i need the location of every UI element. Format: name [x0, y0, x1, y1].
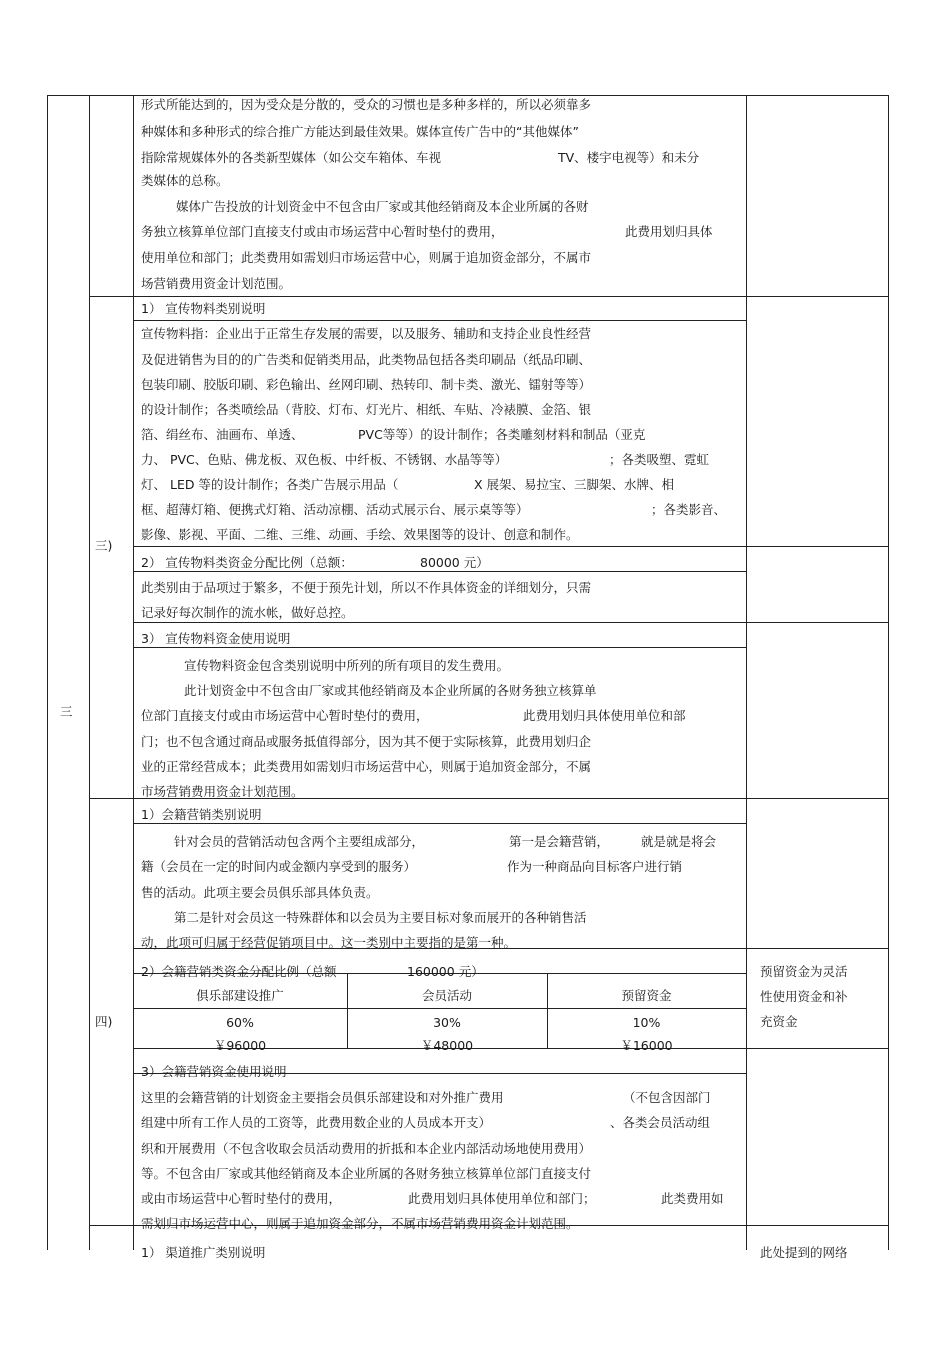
text-line: 位部门直接支付或由市场运营中心暂时垫付的费用，: [141, 708, 429, 723]
text-line: 或由市场运营中心暂时垫付的费用，: [141, 1191, 342, 1206]
text-line: 形式所能达到的，因为受众是分散的，受众的习惯也是多种多样的，所以必须靠多: [141, 97, 592, 112]
note-line: 充资金: [760, 1014, 798, 1029]
note-line: 预留资金为灵活: [760, 964, 848, 979]
text-line: 织和开展费用（不包含收取会员活动费用的折抵和本企业内部活动场地使用费用）: [141, 1141, 592, 1156]
alloc-header: 会员活动: [421, 988, 472, 1003]
text-line: 这里的会籍营销的计划资金主要指会员俱乐部建设和对外推广费用: [141, 1090, 504, 1105]
text-line: 力、 PVC、色贴、佛龙板、双色板、中纤板、不锈钢、水晶等等）: [141, 452, 508, 467]
text-line: 箔、绢丝布、油画布、单透、: [141, 427, 304, 442]
text-line: 业的正常经营成本；此类费用如需划归市场运营中心，则属于追加资金部分，不属: [141, 759, 592, 774]
section-number: 三: [60, 704, 73, 719]
materials-ratio-total: 80000 元）: [420, 555, 489, 570]
alloc-percent: 30%: [433, 1015, 461, 1030]
text-line: 动，此项可归属于经营促销项目中。这一类别中主要指的是第一种。: [141, 935, 517, 950]
text-line: 等。不包含由厂家或其他经销商及本企业所属的各财务独立核算单位部门直接支付: [141, 1166, 592, 1181]
text-line: 场营销费用资金计划范围。: [141, 276, 292, 291]
channel-type-header: 1） 渠道推广类别说明: [141, 1245, 266, 1260]
text-line: 包装印刷、胶版印刷、彩色输出、丝网印刷、热转印、制卡类、激光、镭射等等）: [141, 377, 592, 392]
text-line: 种媒体和多种形式的综合推广方能达到最佳效果。媒体宣传广告中的“其他媒体”: [141, 124, 579, 139]
text-line: 此类别由于品项过于繁多，不便于预先计划，所以不作具体资金的详细划分，只需: [141, 580, 592, 595]
alloc-col-divider: [347, 973, 348, 1048]
text-line: 此计划资金中不包含由厂家或其他经销商及本企业所属的各财务独立核算单: [184, 683, 597, 698]
alloc-percent: 10%: [632, 1015, 661, 1030]
table-col-divider: [89, 95, 90, 1250]
text-line: 此类费用如: [661, 1191, 724, 1206]
text-line: 的设计制作；各类喷绘品（背胶、灯布、灯光片、相纸、车贴、冷裱膜、金箔、银: [141, 402, 592, 417]
materials-type-header: 1） 宣传物料类别说明: [141, 301, 266, 316]
text-line: PVC等等）的设计制作；各类雕刻材料和制品（亚克: [358, 427, 646, 442]
alloc-header: 俱乐部建设推广: [196, 988, 284, 1003]
subsection-label: 三): [95, 538, 113, 553]
membership-type-header: 1）会籍营销类别说明: [141, 807, 262, 822]
text-line: 宣传物料指：企业出于正常生存发展的需要，以及服务、辅助和支持企业良性经营: [141, 326, 592, 341]
text-line: 售的活动。此项主要会员俱乐部具体负责。: [141, 885, 379, 900]
membership-ratio-header: 2）会籍营销类资金分配比例（总额: [141, 964, 337, 979]
text-line: 此费用划归具体使用单位和部门；: [408, 1191, 596, 1206]
row-divider: [133, 1008, 746, 1009]
text-line: 使用单位和部门；此类费用如需划归市场运营中心，则属于追加资金部分，不属市: [141, 250, 592, 265]
text-line: 宣传物料资金包含类别说明中所列的所有项目的发生费用。: [184, 658, 510, 673]
row-divider: [133, 823, 746, 824]
materials-ratio-header: 2） 宣传物料类资金分配比例（总额：: [141, 555, 353, 570]
text-line: 此费用划归具体使用单位和部: [523, 708, 686, 723]
table-border-right: [888, 95, 889, 1250]
text-line: 类媒体的总称。: [141, 173, 229, 188]
table-border-left: [47, 95, 48, 1250]
text-line: ；各类吸塑、霓虹: [609, 452, 710, 467]
text-line: 务独立核算单位部门直接支付或由市场运营中心暂时垫付的费用，: [141, 224, 504, 239]
text-line: 灯、 LED 等的设计制作；各类广告展示用品（: [141, 477, 399, 492]
row-divider: [133, 546, 889, 547]
text-line: 框、超薄灯箱、便携式灯箱、活动凉棚、活动式展示台、展示桌等等）: [141, 502, 529, 517]
channel-note: 此处提到的网络: [760, 1245, 848, 1260]
text-line: 影像、影视、平面、二维、三维、动画、手绘、效果图等的设计、创意和制作。: [141, 527, 579, 542]
text-line: 媒体广告投放的计划资金中不包含由厂家或其他经销商及本企业所属的各财: [176, 199, 589, 214]
text-line: 组建中所有工作人员的工资等，此费用数企业的人员成本开支）: [141, 1115, 492, 1130]
text-line: 此费用划归具体: [625, 224, 713, 239]
row-divider: [133, 571, 746, 572]
text-line: 指除常规媒体外的各类新型媒体（如公交车箱体、车视: [141, 150, 442, 165]
alloc-percent: 60%: [226, 1015, 254, 1030]
text-line: 第一是会籍营销，: [509, 834, 610, 849]
alloc-amount: ￥16000: [620, 1038, 673, 1053]
text-line: ；各类影音、: [651, 502, 727, 517]
text-line: （不包含因部门: [623, 1090, 711, 1105]
text-line: 第二是针对会员这一特殊群体和以会员为主要目标对象而展开的各种销售活: [174, 910, 587, 925]
alloc-amount: ￥48000: [420, 1038, 474, 1053]
row-divider: [133, 622, 889, 623]
text-line: 针对会员的营销活动包含两个主要组成部分，: [174, 834, 425, 849]
text-line: 籍（会员在一定的时间内或金额内享受到的服务）: [141, 859, 417, 874]
row-divider: [133, 647, 746, 648]
text-line: 及促进销售为目的的广告类和促销类用品，此类物品包括各类印刷品（纸品印刷、: [141, 352, 592, 367]
text-line: 市场营销费用资金计划范围。: [141, 784, 304, 799]
membership-ratio-total: 160000 元）: [407, 964, 484, 979]
text-line: 需划归市场运营中心，则属于追加资金部分，不属市场营销费用资金计划范围。: [141, 1216, 579, 1231]
alloc-amount: ￥96000: [213, 1038, 267, 1053]
subsection-label: 四): [95, 1014, 113, 1029]
note-line: 性使用资金和补: [760, 989, 848, 1004]
text-line: 、各类会员活动组: [610, 1115, 711, 1130]
table-border-top: [47, 95, 889, 96]
text-line: X 展架、易拉宝、三脚架、水牌、相: [474, 477, 675, 492]
text-line: 记录好每次制作的流水帐，做好总控。: [141, 605, 354, 620]
table-col-divider: [133, 95, 134, 1250]
alloc-col-divider: [547, 973, 548, 1048]
membership-usage-header: 3）会籍营销资金使用说明: [141, 1064, 287, 1079]
text-line: 作为一种商品向目标客户进行销: [507, 859, 683, 874]
text-line: 门；也不包含通过商品或服务抵值得部分，因为其不便于实际核算，此费用划归企: [141, 734, 592, 749]
table-col-divider: [746, 95, 747, 1250]
row-divider: [133, 320, 746, 321]
row-divider: [89, 296, 889, 297]
text-line: TV、楼宇电视等）和未分: [558, 150, 700, 165]
text-line: 就是就是将会: [641, 834, 717, 849]
materials-usage-header: 3） 宣传物料资金使用说明: [141, 631, 291, 646]
alloc-header: 预留资金: [621, 988, 672, 1003]
